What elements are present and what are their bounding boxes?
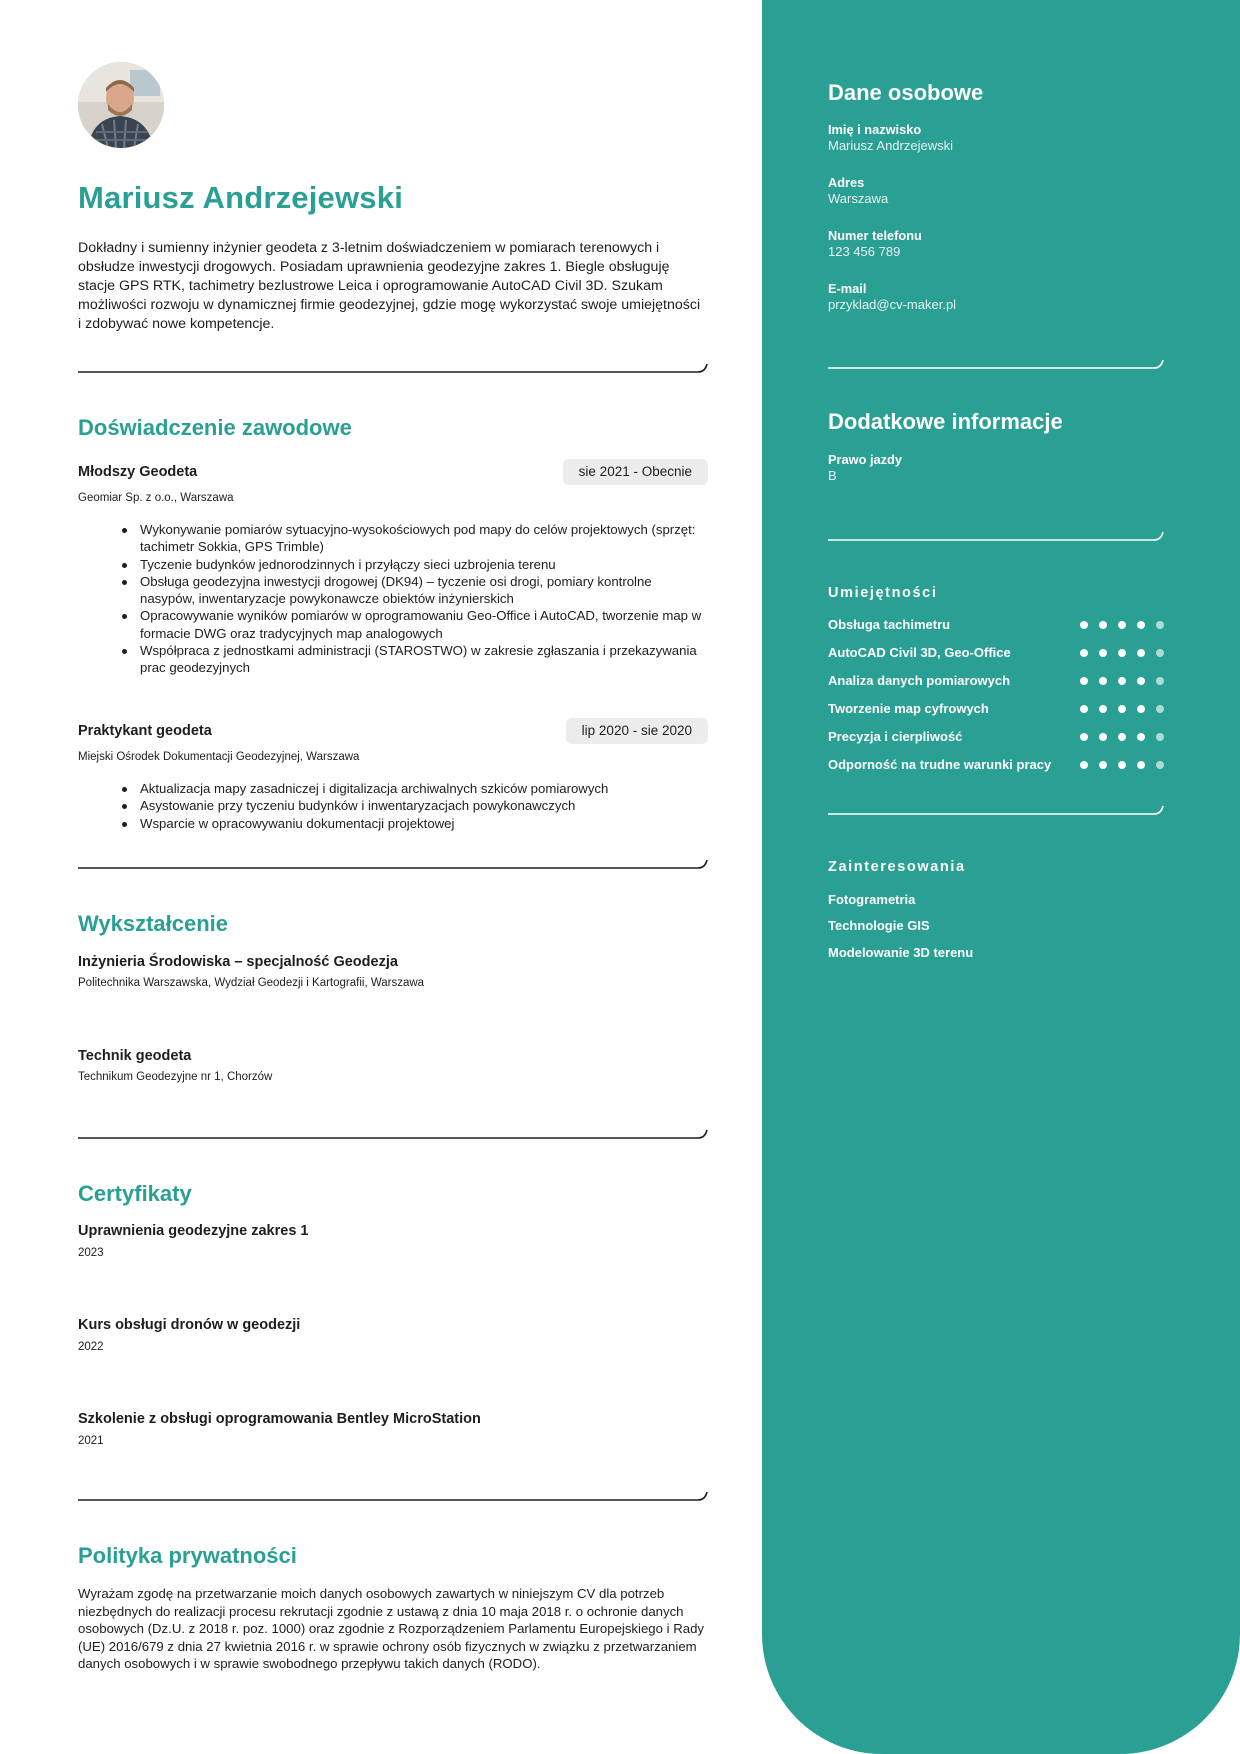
skill-name: AutoCAD Civil 3D, Geo-Office: [828, 645, 1011, 660]
rating-dot-filled-icon: [1137, 621, 1145, 629]
email-value: przyklad@cv-maker.pl: [828, 297, 957, 312]
field-value: B: [828, 468, 837, 483]
section-divider: [78, 362, 708, 374]
certificate-year: 2023: [78, 1247, 104, 1259]
field-value: 123 456 789: [828, 244, 901, 259]
skill-rating: [1080, 733, 1164, 742]
list-item: Aktualizacja mapy zasadniczej i digitalizacja archiwalnych szkiców pomiarowych: [140, 780, 710, 797]
rating-dot-empty-icon: [1156, 621, 1164, 629]
rating-dot-filled-icon: [1118, 761, 1126, 769]
skill-rating: [1080, 649, 1164, 658]
job-date-badge: sie 2021 - Obecnie: [563, 459, 708, 485]
rating-dot-filled-icon: [1118, 705, 1126, 713]
rating-dot-filled-icon: [1099, 677, 1107, 685]
skill-name: Obsługa tachimetru: [828, 617, 951, 632]
job-title: Młodszy Geodeta: [78, 464, 198, 480]
certificates-heading: Certyfikaty: [78, 1181, 192, 1206]
rating-dot-filled-icon: [1118, 733, 1126, 741]
field-label: Numer telefonu: [828, 228, 922, 243]
list-item: Wykonywanie pomiarów sytuacyjno-wysokościowych pod mapy do celów projektowych (sprzęt: tachimetr Sokkia, GPS Trimble): [140, 521, 710, 556]
section-divider: [78, 858, 708, 870]
additional-heading: Dodatkowe informacje: [828, 409, 1063, 434]
personal-heading: Dane osobowe: [828, 80, 984, 105]
rating-dot-filled-icon: [1080, 677, 1088, 685]
skill-rating: [1080, 705, 1164, 714]
rating-dot-filled-icon: [1080, 621, 1088, 629]
field-value: Warszawa: [828, 191, 889, 206]
skill-row: [828, 617, 1164, 635]
rating-dot-empty-icon: [1156, 705, 1164, 713]
skill-row: [828, 701, 1164, 719]
job-organization: Miejski Ośrodek Dokumentacji Geodezyjnej, Warszawa: [78, 751, 360, 763]
rating-dot-empty-icon: [1156, 649, 1164, 657]
list-item: Współpraca z jednostkami administracji (STAROSTWO) w zakresie zgłaszania i przekazywania prac geodezyjnych: [140, 642, 710, 677]
education-school: Technikum Geodezyjne nr 1, Chorzów: [78, 1071, 273, 1083]
field-label: E-mail: [828, 281, 867, 296]
interest-item: Fotogrametria: [828, 892, 916, 907]
rating-dot-filled-icon: [1080, 649, 1088, 657]
education-degree: Technik geodeta: [78, 1048, 192, 1064]
field-label: Imię i nazwisko: [828, 122, 922, 137]
rating-dot-filled-icon: [1137, 649, 1145, 657]
certificate-title: Uprawnienia geodezyjne zakres 1: [78, 1223, 309, 1239]
skill-name: Odporność na trudne warunki pracy: [828, 757, 1052, 772]
avatar-photo-icon: [78, 62, 164, 148]
list-item: Obsługa geodezyjna inwestycji drogowej (DK94) – tyczenie osi drogi, pomiary kontrolne nasypów, inwentaryzacje powykonawcze obiektów inżynierskich: [140, 573, 710, 608]
skill-row: [828, 673, 1164, 691]
list-item: Asystowanie przy tyczeniu budynków i inwentaryzacjach powykonawczych: [140, 797, 710, 814]
rating-dot-empty-icon: [1156, 733, 1164, 741]
rating-dot-filled-icon: [1118, 649, 1126, 657]
certificate-year: 2022: [78, 1341, 104, 1353]
education-heading: Wykształcenie: [78, 911, 229, 936]
skill-name: Tworzenie map cyfrowych: [828, 701, 989, 716]
sidebar-panel: [762, 0, 1240, 1754]
rating-dot-filled-icon: [1099, 649, 1107, 657]
rating-dot-empty-icon: [1156, 761, 1164, 769]
skill-name: Analiza danych pomiarowych: [828, 673, 1011, 688]
rating-dot-filled-icon: [1118, 677, 1126, 685]
certificate-title: Kurs obsługi dronów w geodezji: [78, 1317, 301, 1333]
rating-dot-filled-icon: [1099, 705, 1107, 713]
education-school: Politechnika Warszawska, Wydział Geodezji i Kartografii, Warszawa: [78, 977, 425, 989]
main-column: [78, 0, 708, 1754]
field-value: Mariusz Andrzejewski: [828, 138, 953, 153]
list-item: Tyczenie budynków jednorodzinnych i przyłączy sieci uzbrojenia terenu: [140, 556, 710, 573]
job-duties-list: [140, 780, 710, 832]
job-title: Praktykant geodeta: [78, 723, 212, 739]
job-organization: Geomiar Sp. z o.o., Warszawa: [78, 492, 234, 504]
sidebar-divider: [828, 803, 1164, 815]
skill-row: [828, 729, 1164, 747]
job-duties-list: [140, 521, 710, 677]
experience-heading: Doświadczenie zawodowe: [78, 415, 352, 440]
skills-heading: Umiejętności: [828, 585, 938, 601]
skill-name: Precyzja i cierpliwość: [828, 729, 963, 744]
interest-item: Modelowanie 3D terenu: [828, 945, 974, 960]
rating-dot-filled-icon: [1099, 733, 1107, 741]
skill-rating: [1080, 621, 1164, 630]
rating-dot-filled-icon: [1080, 761, 1088, 769]
certificate-year: 2021: [78, 1435, 104, 1447]
rating-dot-filled-icon: [1137, 677, 1145, 685]
rating-dot-filled-icon: [1137, 705, 1145, 713]
field-label: Prawo jazdy: [828, 452, 902, 467]
interest-item: Technologie GIS: [828, 918, 930, 933]
skill-row: [828, 757, 1164, 775]
rating-dot-filled-icon: [1080, 705, 1088, 713]
sidebar-divider: [828, 357, 1164, 369]
rating-dot-filled-icon: [1137, 733, 1145, 741]
interests-heading: Zainteresowania: [828, 859, 966, 875]
job-date-badge: lip 2020 - sie 2020: [566, 718, 708, 744]
rating-dot-filled-icon: [1118, 621, 1126, 629]
rating-dot-filled-icon: [1099, 621, 1107, 629]
section-divider: [78, 1490, 708, 1502]
profile-summary: Dokładny i sumienny inżynier geodeta z 3-letnim doświadczeniem w pomiarach terenowych i obsłudze inwestycji drogowych. Posiadam uprawnienia geodezyjne zakres 1. Biegle obsługuję stacje GPS RTK, tachimetry bezlustrowe Leica i oprogramowanie AutoCAD Civil 3D. Szukam możliwości rozwoju w dynamicznej firmie geodezyjnej, gdzie mogę wykorzystać swoje umiejętności i zdobywać nowe kompetencje.: [78, 240, 701, 332]
rating-dot-filled-icon: [1080, 733, 1088, 741]
list-item: Opracowywanie wyników pomiarów w oprogramowaniu Geo-Office i AutoCAD, tworzenie map w formacie DWG oraz tradycyjnych map analogowych: [140, 607, 710, 642]
field-label: Adres: [828, 175, 865, 190]
skill-rating: [1080, 761, 1164, 770]
education-degree: Inżynieria Środowiska – specjalność Geodezja: [78, 954, 398, 970]
sidebar-divider: [828, 529, 1164, 541]
rating-dot-filled-icon: [1099, 761, 1107, 769]
privacy-text: Wyrażam zgodę na przetwarzanie moich danych osobowych zawartych w niniejszym CV dla potrzeb niezbędnych do realizacji procesu rekrutacji zgodnie z ustawą z dnia 10 maja 2018 r. o ochronie danych osobowych (Dz.U. z 2018 r. poz. 1000) oraz zgodnie z Rozporządzeniem Parlamentu Europejskiego i Rady (UE) 2016/679 z dnia 27 kwietnia 2016 r. w sprawie ochrony osób fizycznych w związku z przetwarzaniem danych osobowych i w sprawie swobodnego przepływu takich danych (RODO).: [78, 1586, 704, 1671]
list-item: Wsparcie w opracowywaniu dokumentacji projektowej: [140, 815, 710, 832]
rating-dot-empty-icon: [1156, 677, 1164, 685]
avatar: [78, 62, 164, 148]
skill-row: [828, 645, 1164, 663]
skill-rating: [1080, 677, 1164, 686]
privacy-heading: Polityka prywatności: [78, 1543, 297, 1568]
certificate-title: Szkolenie z obsługi oprogramowania Bentley MicroStation: [78, 1411, 481, 1427]
candidate-name: Mariusz Andrzejewski: [78, 180, 404, 215]
section-divider: [78, 1128, 708, 1140]
rating-dot-filled-icon: [1137, 761, 1145, 769]
